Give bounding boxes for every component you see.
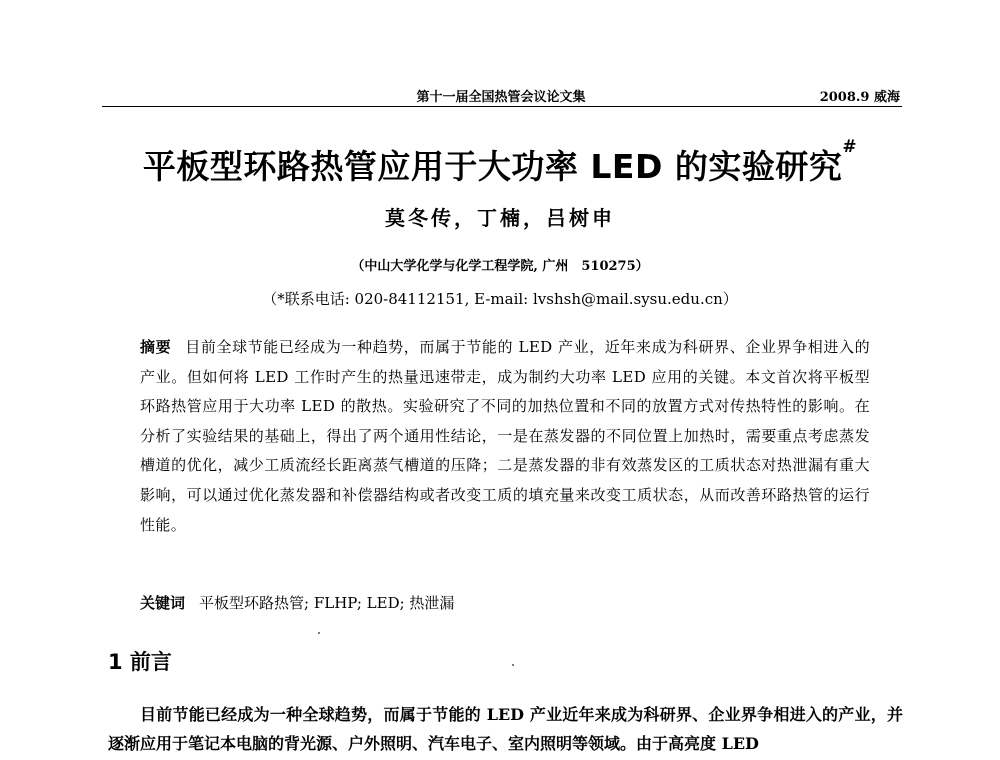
keywords-label: 关键词 [140, 594, 186, 612]
abstract-label: 摘要 [140, 338, 172, 356]
abstract [140, 333, 870, 540]
keywords [140, 592, 870, 613]
running-header [102, 86, 900, 104]
contact-info: （*联系电话: 020-84112151, E-mail: lvshsh@mail.sysu.edu.cn） [262, 290, 738, 308]
section-heading: 1 前言 [108, 650, 172, 674]
header-rule [102, 106, 902, 107]
intro-paragraph: 目前节能已经成为一种全球趋势，而属于节能的 LED 产业近年来成为科研界、企业界争相进入的产业，并逐渐应用于笔记本电脑的背光源、户外照明、汽车电子、室内照明等领域。由于高亮度 LED [108, 705, 903, 753]
paper-title [0, 137, 1000, 188]
title-footnote-marker: # [842, 137, 858, 157]
keywords-text: 平板型环路热管; FLHP; LED; 热泄漏 [199, 594, 455, 612]
authors: 莫冬传，丁楠，吕树申 [385, 206, 615, 230]
paper-title-text: 平板型环路热管应用于大功率 LED 的实验研究 [142, 147, 843, 186]
abstract-text: 目前全球节能已经成为一种趋势，而属于节能的 LED 产业，近年来成为科研界、企业界争相进入的产业。但如何将 LED 工作时产生的热量迅速带走，成为制约大功率 LED 应用的关键。本文首次将平板型环路热管应用于大功率 LED 的散热。实验研究了不同的加热位置和不同的放置方式对传热特性的影响。在分析了实验结果的基础上，得出了两个通用性结论，一是在蒸发器的不同位置上加热时，需要重点考虑蒸发槽道的优化，减少工质流经长距离蒸气槽道的压降；二是蒸发器的非有效蒸发区的工质状态对热泄漏有重大影响，可以通过优化蒸发器和补偿器结构或者改变工质的填充量来改变工质状态，从而改善环路热管的运行性能。 [140, 338, 870, 534]
proceedings-name: 第十一届全国热管会议论文集 [416, 90, 586, 105]
scan-speck [512, 664, 514, 666]
scan-speck [318, 632, 320, 634]
affiliation: （中山大学化学与化学工程学院, 广州 510275） [351, 259, 649, 274]
date-place: 2008.9 威海 [819, 90, 900, 105]
